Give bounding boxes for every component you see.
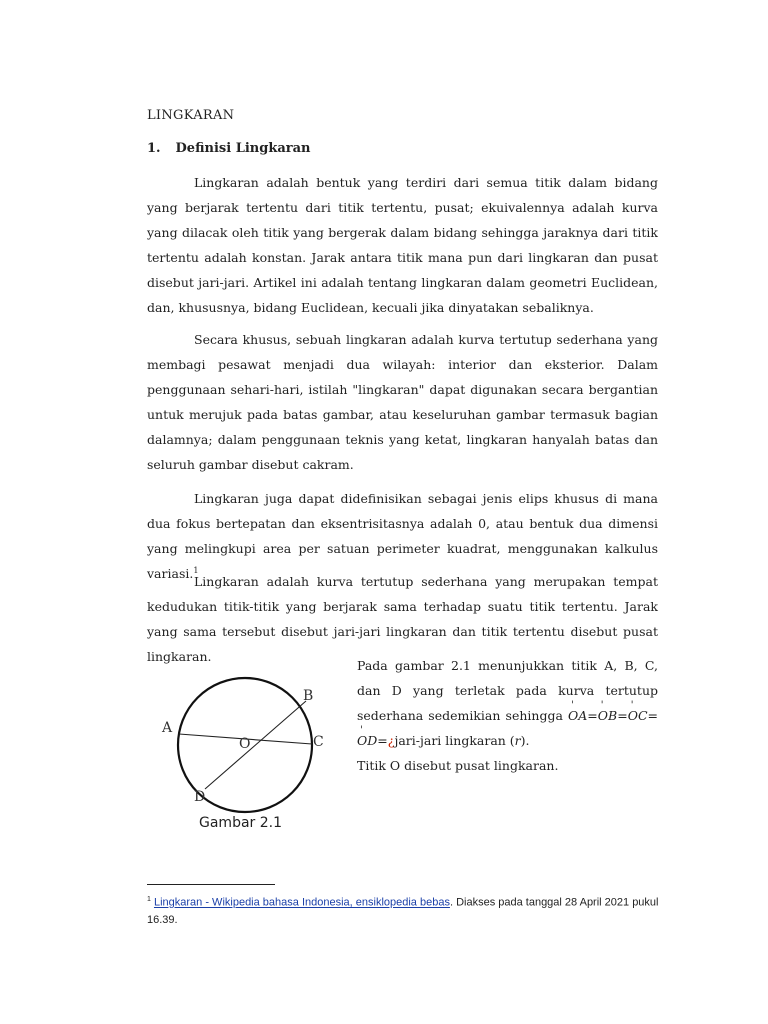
label-c: C [313,734,324,750]
segment-oa: OA ' [568,703,587,728]
section-heading [147,141,310,156]
paragraph-2: Secara khusus, sebuah lingkaran adalah kurva tertutup sederhana yang membagi pesawat menjadi dua wilayah: interior dan eksterior. Dalam penggunaan sehari-hari, istilah "lingkaran" dapat digunakan secara bergantian untuk merujuk pada batas gambar, atau keseluruhan gambar termasuk bagian dalamnya; dalam penggunaan teknis yang ketat, lingkaran hanyalah batas dan seluruh gambar disebut cakram. [147,332,658,472]
segment-oc: OC ' [628,703,648,728]
paragraph-1-block [147,170,658,320]
eq-sign-2: = [617,708,628,723]
equation-suffix: jari-jari lingkaran ( [394,733,515,748]
special-char: ¿ [387,733,395,748]
footnote-source-link[interactable]: Lingkaran - Wikipedia bahasa Indonesia, ensiklopedia bebas [153,896,450,909]
footnote-text: . Diakses pada tanggal 28 April 2021 pukul 16.39. [147,896,659,926]
section-number: 1. [147,141,161,156]
paragraph-1: Lingkaran adalah bentuk yang terdiri dari semua titik dalam bidang yang berjarak tertentu dari titik tertentu, pusat; ekuivalennya adalah kurva yang dilacak oleh titik yang bergerak dalam bidang sehingga jaraknya dari titik tertentu adalah konstan. Jarak antara titik mana pun dari lingkaran dan pusat disebut jari-jari. Artikel ini adalah tentang lingkaran dalam geometri Euclidean, dan, khususnya, bidang Euclidean, kecuali jika dinyatakan sebaliknya. [147,175,658,315]
footnote [147,891,662,929]
document-title: LINGKARAN [147,108,235,123]
figure-caption: Gambar 2.1 [199,815,283,831]
footnote-number: 1 [147,896,151,903]
circle-figure [160,665,335,840]
paragraph-3-text: Lingkaran juga dapat didefinisikan sebagai jenis elips khusus di mana dua fokus bertepatan dan eksentrisitasnya adalah 0, atau bentuk dua dimensi yang melingkupi area per satuan perimeter kuadrat, menggunakan kalkulus variasi. [147,491,658,581]
equation-close: ). [520,733,530,748]
figure-description-text [357,653,658,753]
label-o: O [239,736,251,752]
label-b: B [303,688,314,704]
segment-od: OD ' [357,728,377,753]
eq-sign-3: = [647,708,658,723]
figure-intro: Pada gambar 2.1 menunjukkan titik A, B, C, dan D yang terletak pada kurva tertutup sederhana sedemikian sehingga [357,658,658,723]
segment-ob: OB ' [598,703,617,728]
circle-diagram [160,665,335,840]
footnote-separator [147,884,275,885]
label-d: D [194,789,206,805]
figure-description [357,653,658,778]
section-heading-text: Definisi Lingkaran [175,141,311,156]
footnote-reference[interactable]: 1 [193,565,199,575]
label-a: A [162,720,173,736]
radius-symbol: r [514,733,521,748]
eq-sign-1: = [587,708,598,723]
paragraph-2-block [147,327,658,477]
center-description: Titik O disebut pusat lingkaran. [357,758,559,773]
diameter-bd [205,701,306,789]
paragraph-4: Lingkaran adalah kurva tertutup sederhana yang merupakan tempat kedudukan titik-titik yang berjarak sama terhadap suatu titik tertentu. Jarak yang sama tersebut disebut jari-jari lingkaran dan titik tertentu disebut pusat lingkaran. [147,574,658,664]
eq-sign-4: = [377,733,388,748]
